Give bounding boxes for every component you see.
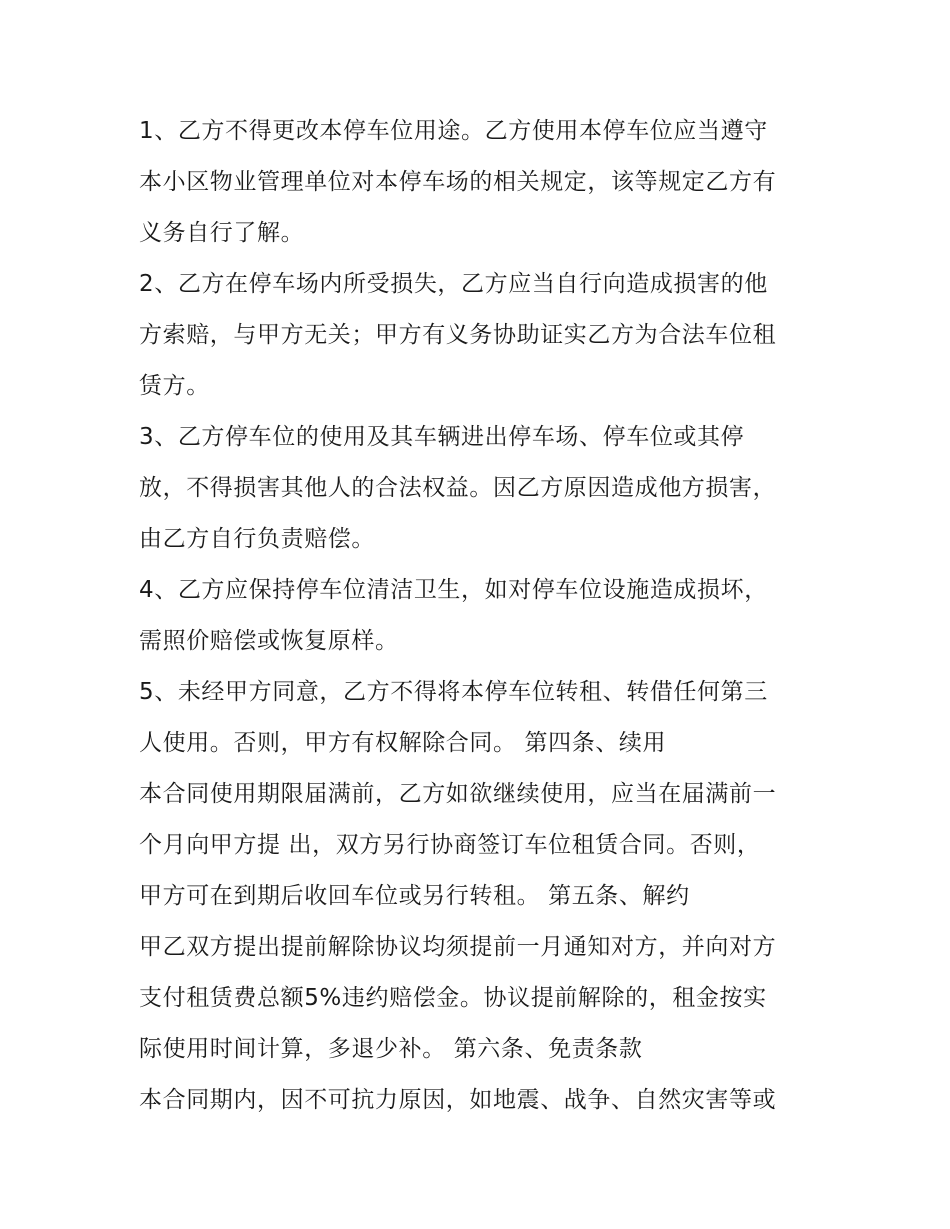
text-line: 本小区物业管理单位对本停车场的相关规定，该等规定乙方有 xyxy=(139,169,777,195)
text-line: 需照价赔偿或恢复原样。 xyxy=(139,628,399,654)
text-line: 人使用。否则，甲方有权解除合同。 第四条、续用 xyxy=(139,730,667,756)
text-line: 1、乙方不得更改本停车位用途。乙方使用本停车位应当遵守 xyxy=(139,118,768,144)
text-line: 4、乙方应保持停车位清洁卫生，如对停车位设施造成损坏， xyxy=(139,577,768,603)
text-line: 支付租赁费总额5%违约赔偿金。协议提前解除的，租金按实 xyxy=(139,985,767,1011)
text-line: 3、乙方停车位的使用及其车辆进出停车场、停车位或其停 xyxy=(139,424,745,450)
text-line: 甲方可在到期后收回车位或另行转租。 第五条、解约 xyxy=(139,883,690,909)
text-line: 2、乙方在停车场内所受损失，乙方应当自行向造成损害的他 xyxy=(139,271,768,297)
text-line: 方索赔，与甲方无关；甲方有义务协助证实乙方为合法车位租 xyxy=(139,322,777,348)
text-line: 本合同使用期限届满前，乙方如欲继续使用，应当在届满前一 xyxy=(139,781,777,807)
text-line: 际使用时间计算，多退少补。 第六条、免责条款 xyxy=(139,1036,643,1062)
document-body xyxy=(139,106,829,1126)
text-line: 赁方。 xyxy=(139,373,210,399)
text-line: 个月向甲方提 出，双方另行协商签订车位租赁合同。否则， xyxy=(139,832,761,858)
text-line: 5、未经甲方同意，乙方不得将本停车位转租、转借任何第三 xyxy=(139,679,768,705)
text-line: 本合同期内，因不可抗力原因，如地震、战争、自然灾害等或 xyxy=(139,1087,777,1113)
text-line: 放，不得损害其他人的合法权益。因乙方原因造成他方损害， xyxy=(139,475,777,501)
text-line: 由乙方自行负责赔偿。 xyxy=(139,526,375,552)
text-line: 甲乙双方提出提前解除协议均须提前一月通知对方，并向对方 xyxy=(139,934,777,960)
text-line: 义务自行了解。 xyxy=(139,220,305,246)
